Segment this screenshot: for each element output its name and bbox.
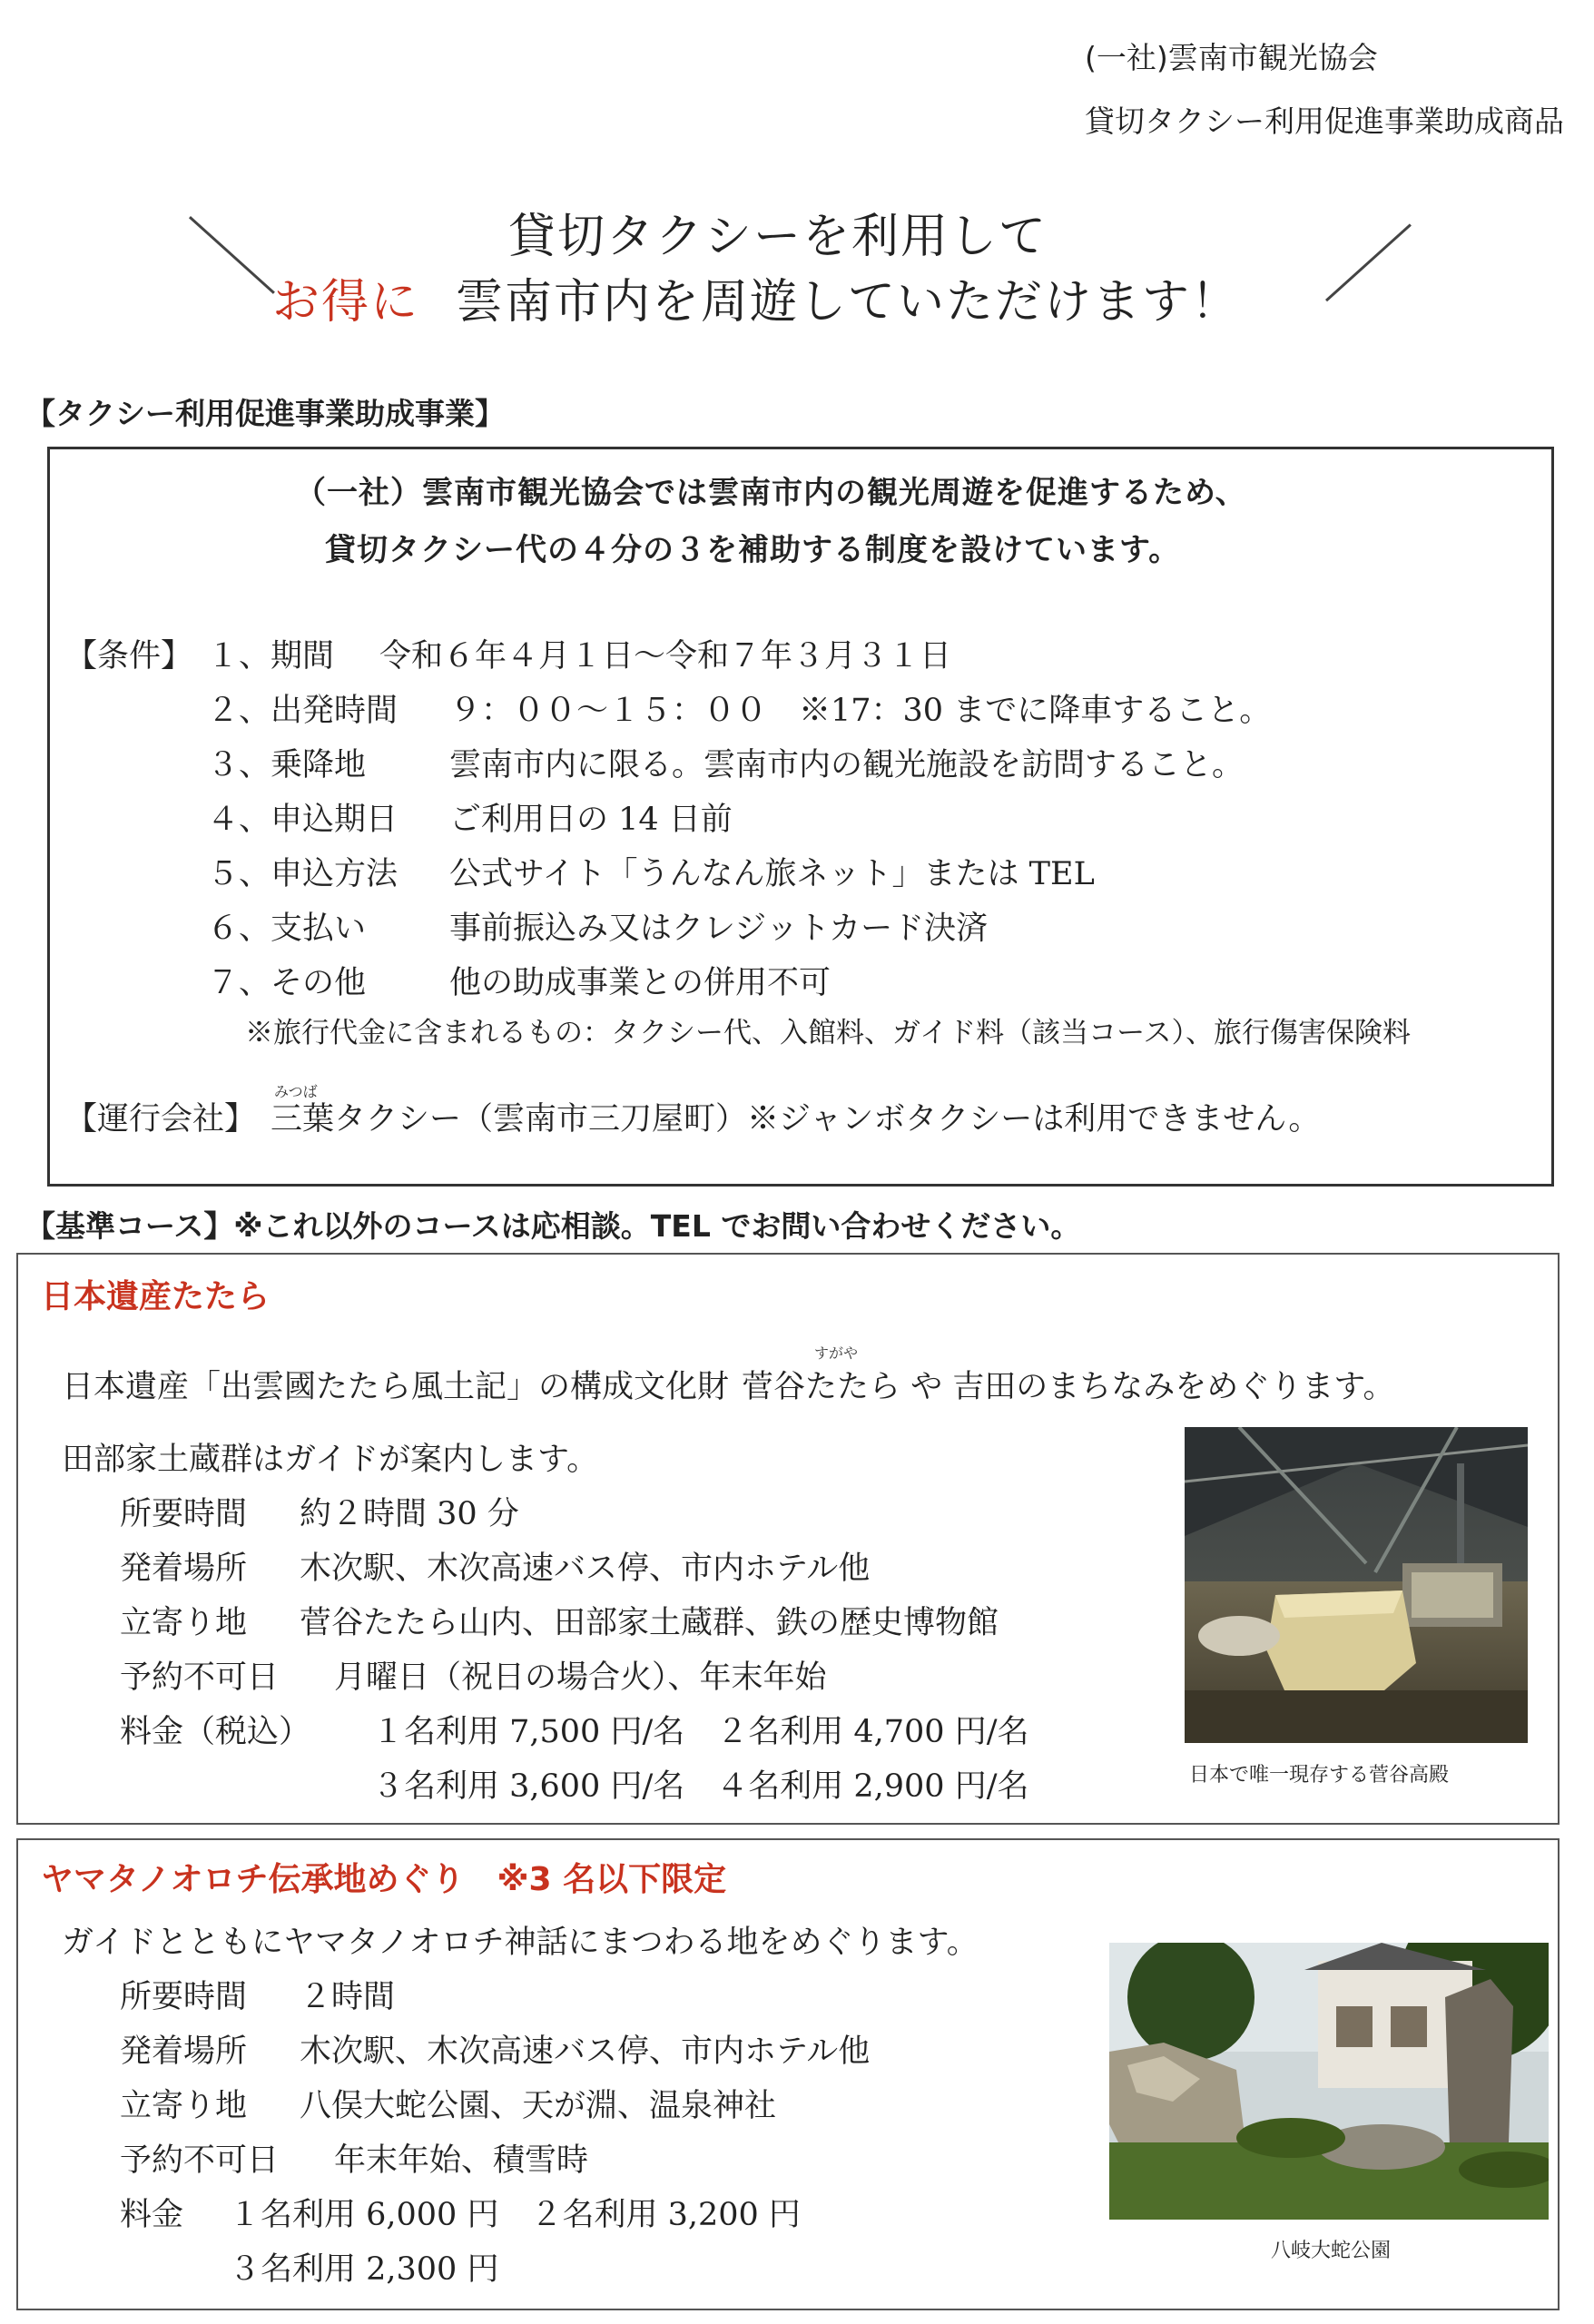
operator-ruby: みつば <box>274 1083 318 1100</box>
course-detail-label: 予約不可日 <box>120 1659 280 1696</box>
course2-title: ヤマタノオロチ伝承地めぐり ※3 名以下限定 <box>41 1861 727 1898</box>
course-detail-label: 所要時間 <box>120 1496 248 1532</box>
course2-description: ガイドとともにヤマタノオロチ神話にまつわる地をめぐります。 <box>62 1925 979 1961</box>
condition-text: 事前振込み又はクレジットカード決済 <box>449 911 989 947</box>
section-heading-courses <box>25 1203 1080 1246</box>
course1-fee-label: 料金（税込） <box>120 1714 311 1750</box>
org-name: (一社)雲南市観光協会 <box>1085 40 1378 75</box>
course-detail-label: 立寄り地 <box>120 2088 248 2124</box>
course-detail-label: 所要時間 <box>120 1979 248 2015</box>
course1-ruby: すがや <box>814 1344 859 1362</box>
program-name: 貸切タクシー利用促進事業助成商品 <box>1085 103 1564 139</box>
condition-number: １、期間 <box>207 638 335 675</box>
course2-photo-caption: 八岐大蛇公園 <box>1271 2240 1392 2262</box>
course-detail-value: 木次駅、木次高速バス停、市内ホテル他 <box>300 1551 871 1587</box>
orochi-park-photo <box>1109 1943 1549 2220</box>
course-detail-value: 月曜日（祝日の場合火）、年末年始 <box>334 1659 827 1696</box>
title-line2-text: 雲南市内を周遊していただけます！ <box>456 275 1241 330</box>
condition-text: ９：００～１５：００ ※17：30 までに降車すること。 <box>449 693 1272 729</box>
condition-number: ５、申込方法 <box>207 856 398 892</box>
condition-number: ２、出発時間 <box>207 693 398 729</box>
course-detail-value: 年末年始、積雪時 <box>334 2142 589 2179</box>
condition-number: ７、その他 <box>207 965 367 1001</box>
intro-line1: （一社）雲南市観光協会では雲南市内の観光周遊を促進するため、 <box>295 475 1247 511</box>
section-heading-subsidy: 【タクシー利用促進事業助成事業】 <box>25 396 505 431</box>
condition-text: 公式サイト「うんなん旅ネット」または TEL <box>449 856 1095 892</box>
operator-label: 【運行会社】 <box>65 1101 257 1137</box>
condition-number: ６、支払い <box>207 911 367 947</box>
course-detail-label: 発着場所 <box>120 1551 248 1587</box>
course1-guide-note: 田部家土蔵群はガイドが案内します。 <box>62 1442 599 1478</box>
title-line2 <box>272 263 1240 331</box>
operator-text: 三葉タクシー（雲南市三刀屋町）※ジャンボタクシーは利用できません。 <box>271 1101 1321 1137</box>
course1-desc-post: 菅谷たたら や 吉田のまちなみをめぐります。 <box>742 1369 1395 1405</box>
course-detail-value: 八俣大蛇公園、天が淵、温泉神社 <box>300 2088 777 2124</box>
course1-photo-caption: 日本で唯一現存する菅谷高殿 <box>1189 1764 1450 1787</box>
condition-text: ご利用日の 14 日前 <box>449 802 733 838</box>
course-detail-value: 菅谷たたら山内、田部家土蔵群、鉄の歴史博物館 <box>300 1605 999 1641</box>
title-line1: 貸切タクシーを利用して <box>508 210 1048 264</box>
course1-fee-line1: １名利用 7,500 円/名 ２名利用 4,700 円/名 <box>372 1714 1029 1750</box>
condition-text: 他の助成事業との併用不可 <box>449 965 831 1001</box>
included-note: ※旅行代金に含まれるもの：タクシー代、入館料、ガイド料（該当コース）、旅行傷害保険料 <box>245 1017 1412 1049</box>
condition-text: 雲南市内に限る。雲南市内の観光施設を訪問すること。 <box>449 747 1245 783</box>
course1-title: 日本遺産たたら <box>41 1278 271 1315</box>
condition-number: ４、申込期日 <box>207 802 398 838</box>
course-detail-value: ２時間 <box>300 1979 396 2015</box>
course2-fee-label: 料金 <box>120 2197 184 2233</box>
course2-fee-line2: ３名利用 2,300 円 <box>229 2251 499 2288</box>
courses-heading-note: ※これ以外のコースは応相談。TEL でお問い合わせください。 <box>233 1208 1081 1244</box>
course-detail-label: 予約不可日 <box>120 2142 280 2179</box>
courses-heading-label: 【基準コース】 <box>25 1208 234 1244</box>
course1-fee-line2: ３名利用 3,600 円/名 ４名利用 2,900 円/名 <box>372 1768 1029 1805</box>
title-slash-left <box>189 216 275 294</box>
title-slash-right <box>1325 223 1412 301</box>
intro-line2: 貸切タクシー代の４分の３を補助する制度を設けています。 <box>325 532 1181 568</box>
condition-number: ３、乗降地 <box>207 747 367 783</box>
course1-desc-pre: 日本遺産「出雲國たたら風土記」の構成文化財 <box>62 1369 730 1405</box>
course1-description <box>62 1362 1394 1407</box>
conditions-label: 【条件】 <box>65 638 193 675</box>
course2-fee-line1: １名利用 6,000 円 ２名利用 3,200 円 <box>229 2197 801 2233</box>
course-detail-label: 立寄り地 <box>120 1605 248 1641</box>
course-detail-label: 発着場所 <box>120 2034 248 2070</box>
tatara-photo <box>1185 1427 1528 1743</box>
course-detail-value: 約２時間 30 分 <box>300 1496 519 1532</box>
condition-text: 令和６年４月１日～令和７年３月３１日 <box>379 638 952 675</box>
title-highlight: お得に <box>272 275 420 330</box>
course-detail-value: 木次駅、木次高速バス停、市内ホテル他 <box>300 2034 871 2070</box>
